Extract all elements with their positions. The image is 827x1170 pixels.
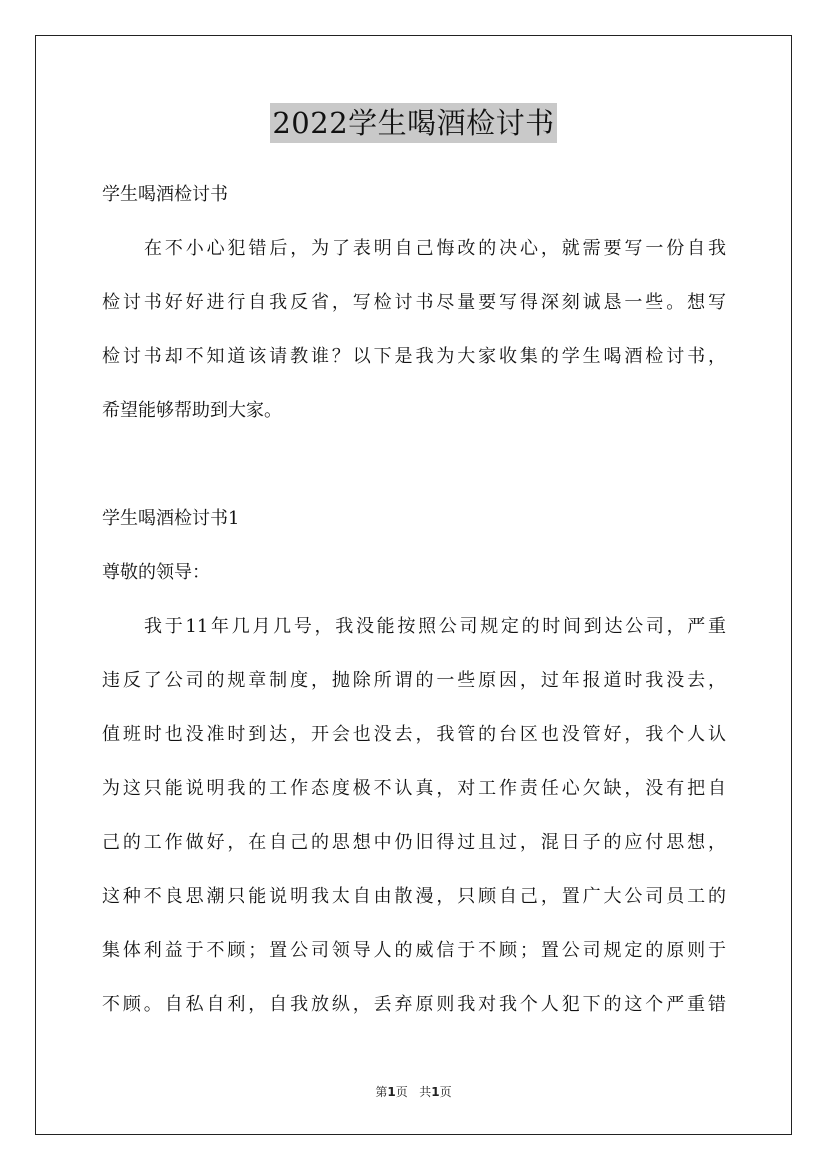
body-line: 为这只能说明我的工作态度极不认真，对工作责任心欠缺，没有把自	[102, 778, 726, 799]
body-line: 不顾。自私自利，自我放纵，丢弃原则我对我个人犯下的这个严重错	[102, 994, 726, 1015]
body-line: 我于11年几月几号，我没能按照公司规定的时间到达公司，严重	[144, 616, 726, 637]
page-footer	[0, 1083, 827, 1101]
body-line: 这种不良思潮只能说明我太自由散漫，只顾自己，置广大公司员工的	[102, 886, 726, 907]
salutation: 尊敬的领导：	[102, 562, 210, 583]
body-line: 值班时也没准时到达，开会也没去，我管的台区也没管好，我个人认	[102, 724, 726, 745]
intro-line: 检讨书好好进行自我反省，写检讨书尽量要写得深刻诚恳一些。想写	[102, 292, 726, 313]
section-title: 学生喝酒检讨书1	[102, 508, 240, 529]
heading: 学生喝酒检讨书	[102, 184, 228, 205]
body-line: 己的工作做好，在自己的思想中仍旧得过且过，混日子的应付思想，	[102, 832, 726, 853]
intro-line: 希望能够帮助到大家。	[102, 400, 282, 421]
page-label-prefix: 第	[375, 1085, 388, 1099]
paragraph-gap	[102, 438, 726, 492]
page-number: 1	[387, 1085, 396, 1099]
body-line: 集体利益于不顾；置公司领导人的威信于不顾；置公司规定的原则于	[102, 940, 726, 961]
title-container	[0, 103, 827, 143]
total-pages: 1	[431, 1085, 440, 1099]
document-body	[102, 168, 726, 1032]
intro-line: 检讨书却不知道该请教谁？以下是我为大家收集的学生喝酒检讨书，	[102, 346, 726, 367]
total-label-prefix: 共	[419, 1085, 432, 1099]
body-line: 违反了公司的规章制度，抛除所谓的一些原因，过年报道时我没去，	[102, 670, 726, 691]
document-title: 2022学生喝酒检讨书	[270, 103, 556, 143]
total-label-suffix: 页	[439, 1085, 452, 1099]
intro-line: 在不小心犯错后，为了表明自己悔改的决心，就需要写一份自我	[144, 238, 726, 259]
page-label-suffix: 页	[395, 1085, 408, 1099]
